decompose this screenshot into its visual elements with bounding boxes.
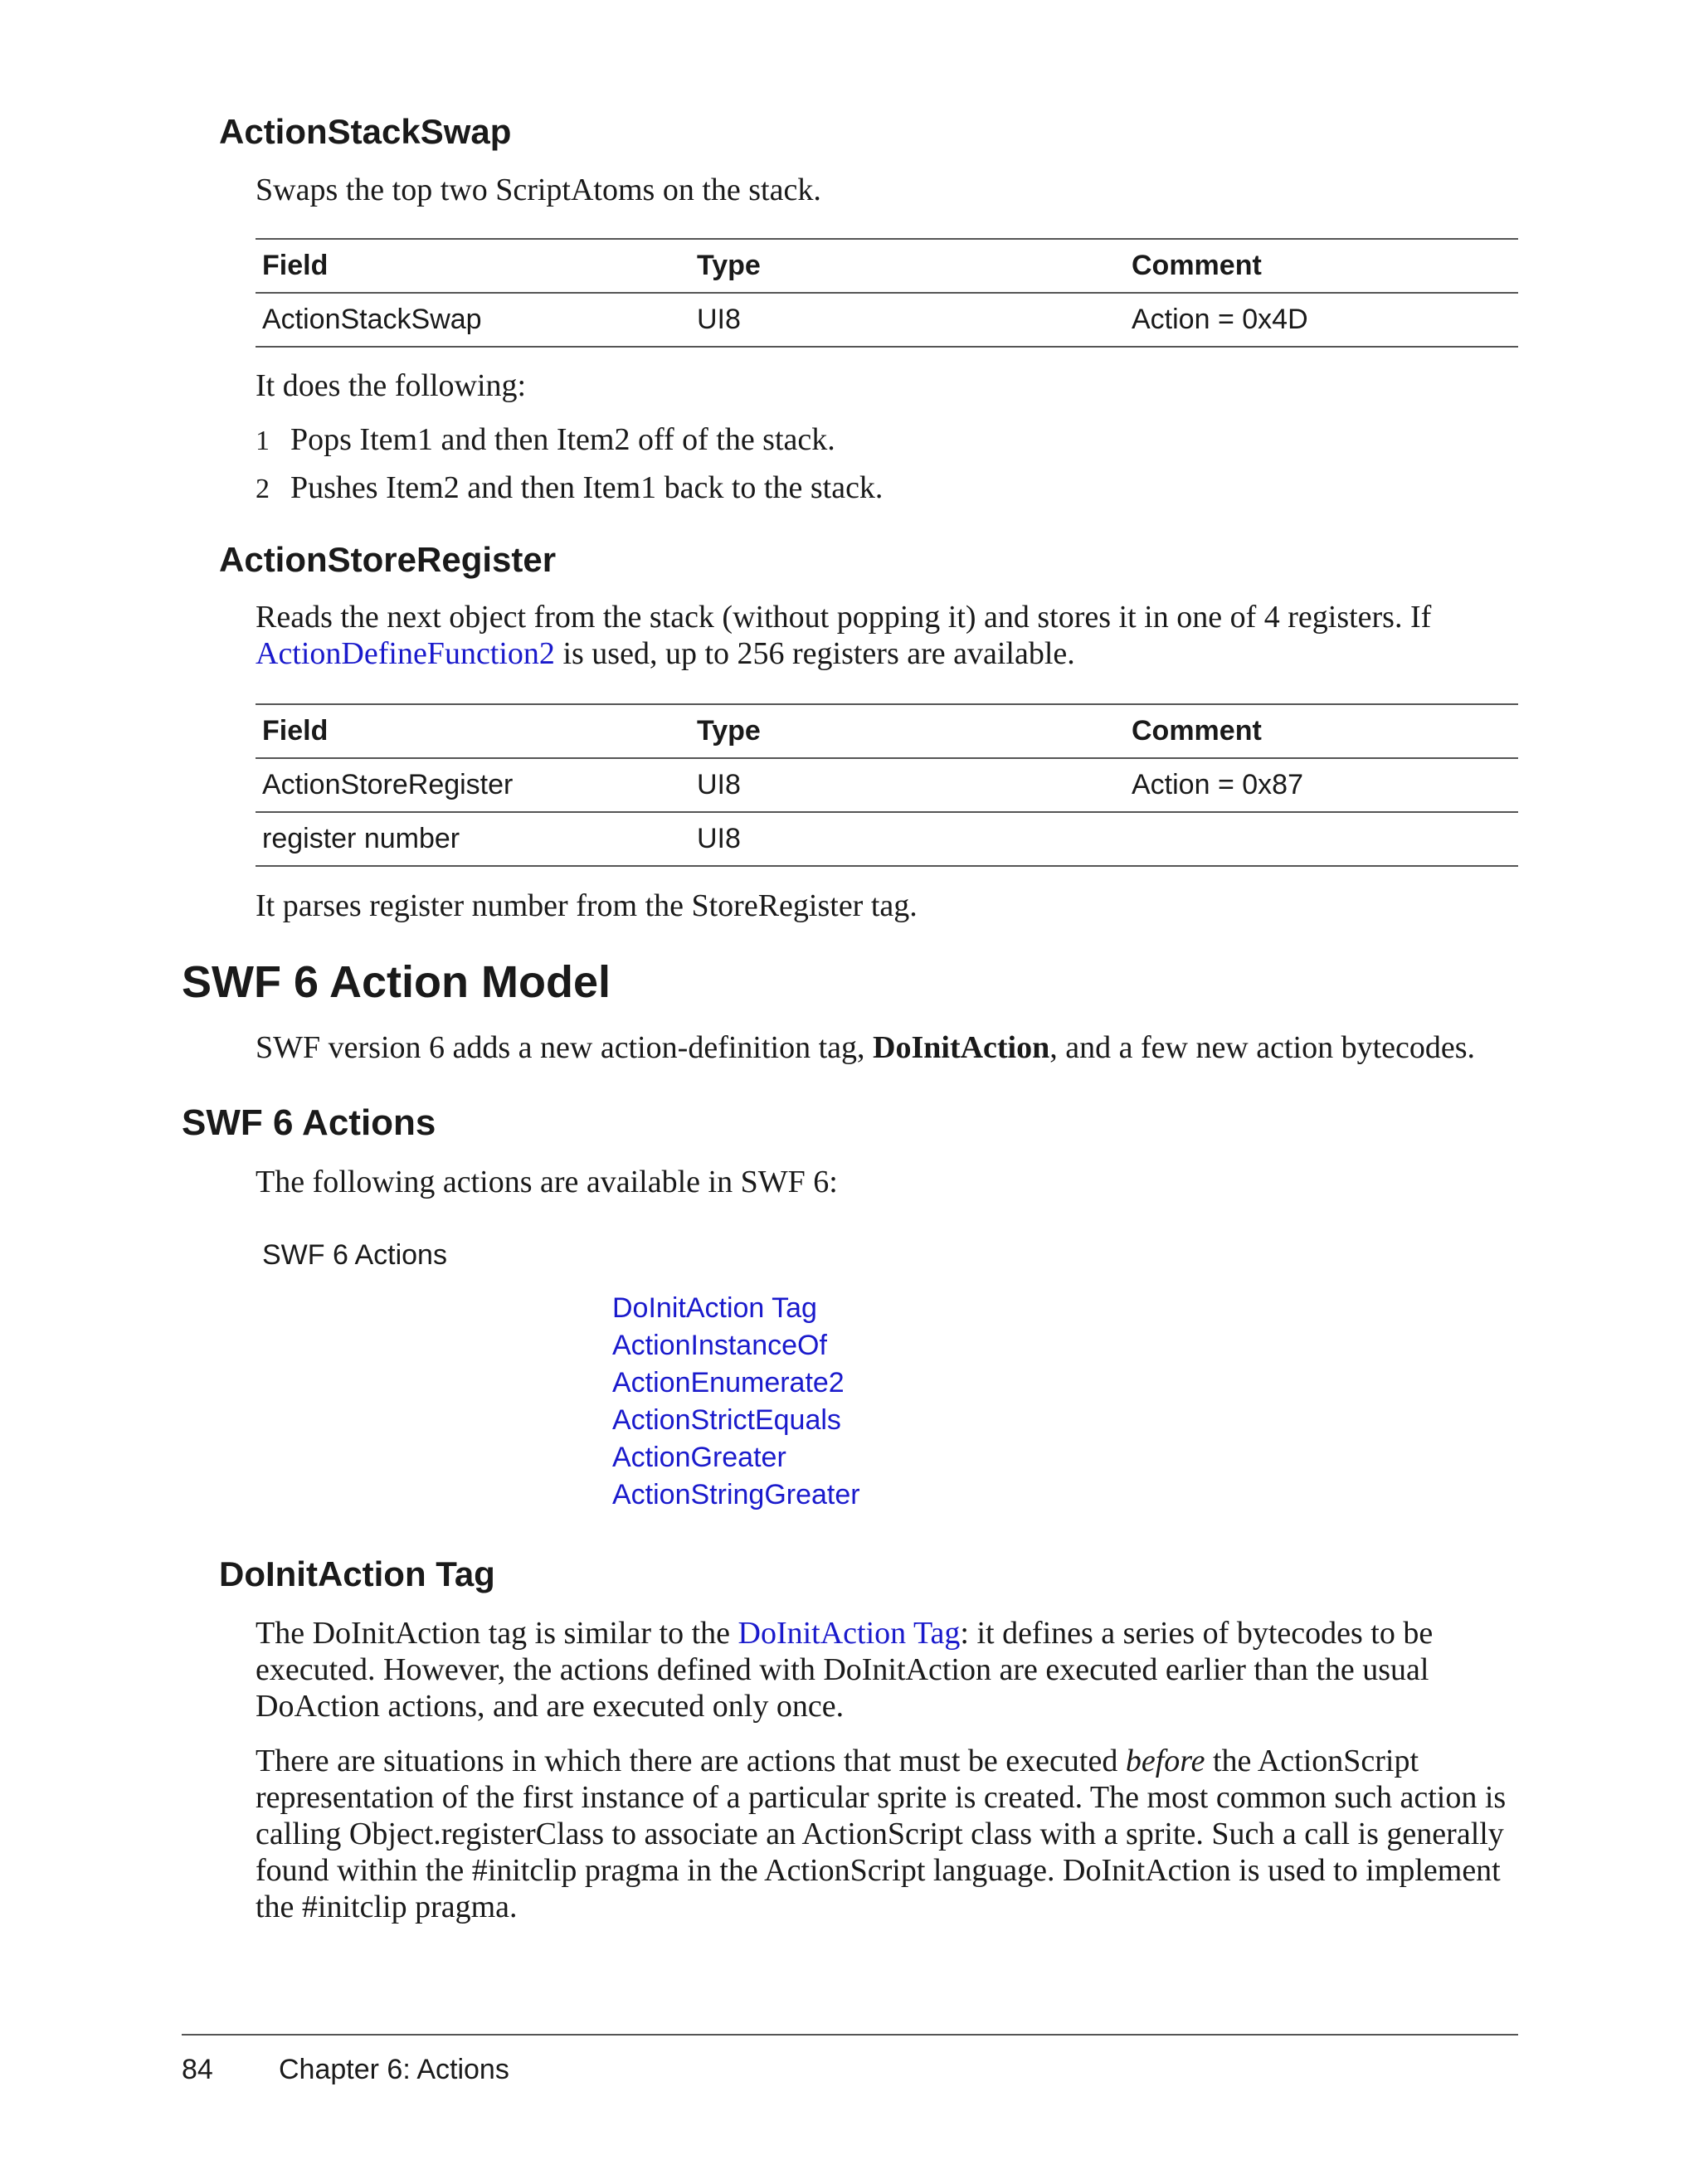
doinitaction-p2-part2: the ActionScript representation of the first instance of a particular sprite is created. The most common such action is calling Object.registerClass to associate an ActionScript class with a sprite. Such a call is generally found within the #initclip pragma in the ActionScript language. DoInitAction is used to implement the #initclip pragma. [256,1744,1507,1924]
table-header-comment: Comment [1125,704,1518,758]
table-cell: UI8 [690,812,1125,866]
table-header-field: Field [256,704,690,758]
stackswap-steps-intro: It does the following: [256,368,527,403]
list-item [256,465,883,513]
step-text: Pushes Item2 and then Item1 back to the stack. [290,470,884,505]
doinitaction-p1-part2: : it defines a series of bytecodes to be executed. However, the actions defined with DoInitAction are executed earlier than the usual DoAction actions, and are executed only once. [256,1616,1434,1724]
step-number: 1 [256,426,270,456]
step-number: 2 [256,474,270,504]
link-actionstringgreater[interactable]: ActionStringGreater [612,1479,860,1510]
swf6-model-description [256,1029,1525,1066]
link-doinitaction-tag-inline[interactable]: DoInitAction Tag [738,1616,961,1651]
stackswap-table [256,238,1518,348]
storeregister-desc-part2: is used, up to 256 registers are available. [554,636,1075,671]
link-actiongreater[interactable]: ActionGreater [612,1442,786,1473]
storeregister-after-text: It parses register number from the StoreRegister tag. [256,888,918,923]
table-cell [1125,812,1518,866]
heading-swf6-action-model: SWF 6 Action Model [182,957,611,1007]
link-actionenumerate2[interactable]: ActionEnumerate2 [612,1367,845,1398]
doinitaction-paragraph-2 [256,1743,1525,1925]
footer-page-number: 84 [182,2054,213,2085]
link-actiondefinefunction2[interactable]: ActionDefineFunction2 [256,636,555,671]
doinitaction-p1-part1: The DoInitAction tag is similar to the [256,1616,738,1651]
swf6-actions-caption: SWF 6 Actions [262,1239,447,1271]
heading-actionstackswap: ActionStackSwap [219,112,512,151]
swf6-actions-description: The following actions are available in SWF 6: [256,1165,838,1199]
list-item [256,416,883,465]
table-header-field: Field [256,239,690,293]
swf6-model-desc-part2: , and a few new action bytecodes. [1049,1030,1476,1065]
table-cell: Action = 0x4D [1125,293,1518,347]
swf6-model-desc-bold: DoInitAction [873,1030,1050,1065]
table-row [256,293,1518,347]
storeregister-table [256,703,1518,867]
table-header-type: Type [690,704,1125,758]
doinitaction-paragraph-1 [256,1615,1525,1724]
footer-divider [182,2034,1518,2036]
table-cell: register number [256,812,690,866]
doinitaction-p2-part1: There are situations in which there are actions that must be executed [256,1744,1126,1778]
link-actioninstanceof[interactable]: ActionInstanceOf [612,1330,827,1361]
heading-swf6-actions: SWF 6 Actions [182,1102,436,1143]
storeregister-description [256,599,1525,672]
link-actionstrictequals[interactable]: ActionStrictEquals [612,1404,841,1436]
table-cell: UI8 [690,293,1125,347]
stackswap-steps [256,416,883,513]
table-cell: Action = 0x87 [1125,758,1518,812]
table-row [256,812,1518,866]
stackswap-description: Swaps the top two ScriptAtoms on the stack. [256,173,821,207]
heading-actionstoreregister: ActionStoreRegister [219,540,557,579]
step-text: Pops Item1 and then Item2 off of the stack. [290,422,835,457]
link-doinitaction-tag[interactable]: DoInitAction Tag [612,1292,817,1324]
heading-doinitaction-tag: DoInitAction Tag [219,1554,495,1593]
table-row [256,758,1518,812]
table-header-row [256,704,1518,758]
table-cell: ActionStackSwap [256,293,690,347]
table-header-type: Type [690,239,1125,293]
footer-chapter: Chapter 6: Actions [279,2054,509,2085]
storeregister-desc-part1: Reads the next object from the stack (without popping it) and stores it in one of 4 registers. If [256,600,1432,635]
table-header-comment: Comment [1125,239,1518,293]
table-cell: UI8 [690,758,1125,812]
swf6-model-desc-part1: SWF version 6 adds a new action-definition tag, [256,1030,874,1065]
doinitaction-p2-italic: before [1125,1744,1205,1778]
table-header-row [256,239,1518,293]
swf6-actions-list [612,1290,860,1514]
table-cell: ActionStoreRegister [256,758,690,812]
